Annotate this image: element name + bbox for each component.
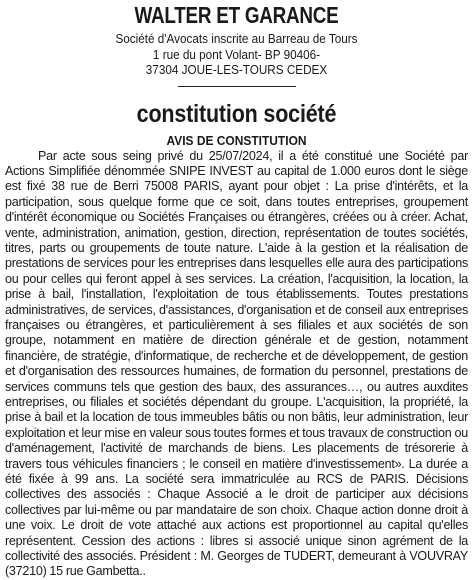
firm-city-address: 37304 JOUE-LES-TOURS CEDEX [145, 63, 328, 77]
notice-category-title: constitution société [136, 99, 337, 128]
firm-name: WALTER ET GARANCE [134, 2, 339, 28]
notice-subtitle: AVIS DE CONSTITUTION [166, 133, 307, 148]
notice-body-text: Par acte sous seing privé du 25/07/2024, il a été constitué une Société par Actions Simplifiée dénommée SNIPE INVEST au capital de 1.000 euros dont le siège est fixé 38 rue de Berri 75008 PARIS, ayant pour objet : La prise d'intérêts, et la participation, sous quelque forme que ce soit, dans toutes entreprises, groupement d'intérêt économique ou Sociétés Françaises ou étrangères, créées ou à créer. Achat, vente, administration, animation, gestion, direction, représentation de toutes sociétés, titres, parts ou groupements de toute nature. L'aide à la gestion et la réalisation de prestations de services pour les entreprises dans lesquelles elle aura des participations ou pour celles qui feront appel à ses services. La création, l'acquisition, la location, la prise à bail, l'installation, l'exploitation de tous établissements. Toutes prestations administratives, de services, d'assistances, d'organisation et de conseil aux entreprises françaises ou étrangères, et particulièrement à ses filiales et aux sociétés de son groupe, notamment en matière de direction générale et de gestion, notamment financière, de stratégie, d'informatique, de recherche et de développement, de gestion et d'organisation des ressources humaines, de formation du personnel, prestations de services communs tels que gestion des baux, des assurances…, ou autres auxdites entreprises, ou filiales et sociétés dépendant du groupe. L'acquisition, la propriété, la prise à bail et la location de tous immeubles bâtis ou non bâtis, leur administration, leur exploitation et leur mise en valeur sous toutes formes et tous travaux de construction ou d'aménagement, l'activité de marchands de biens. Les placements de trésorerie à travers tous véhicules financiers ; le conseil en matière d'investissement». La durée a été fixée à 99 ans. La société sera immatriculée au RCS de PARIS. Décisions collectives des associés : Chaque Associé a le droit de participer aux décisions collectives par lui-même ou par mandataire de son choix. Chaque action donne droit à une voix. Le droit de vote attaché aux actions est proportionnel au capital qu'elles représentent. Cession des actions : libres si associé unique sinon agrément de la collectivité des associés. Président : M. Georges de TUDERT, demeurant à VOUVRAY (37210) 15 rue Gambetta.. [5, 148, 468, 579]
firm-street-address: 1 rue du pont Volant- BP 90406- [152, 47, 321, 62]
firm-description: Société d'Avocats inscrite au Barreau de Tours [115, 32, 358, 46]
legal-notice [0, 2, 473, 577]
firm-address-block [5, 32, 468, 79]
divider-rule [178, 86, 296, 87]
